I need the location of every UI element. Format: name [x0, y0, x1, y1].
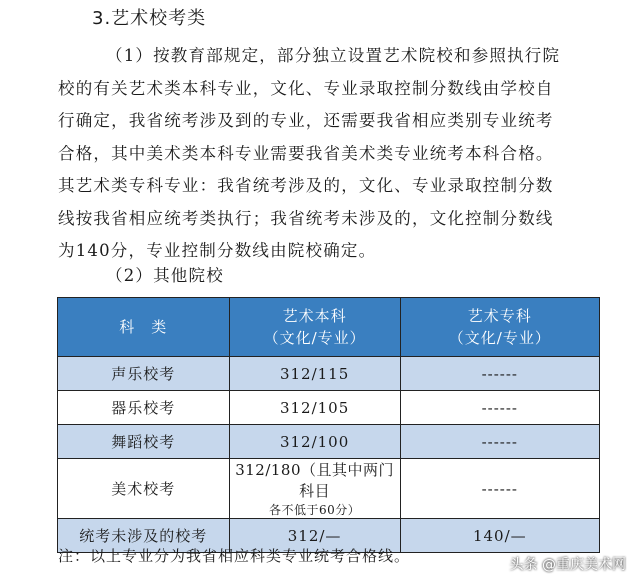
row-bachelor: 312/100 — [229, 425, 400, 459]
row-bachelor: 312/105 — [229, 391, 400, 425]
header-bachelor-sub: （文化/专业） — [263, 329, 366, 347]
row-associate: ------ — [400, 391, 599, 425]
row-bachelor: 312/— — [229, 519, 400, 553]
row-category: 声乐校考 — [58, 357, 230, 391]
para-line-3: 行确定，我省统考涉及到的专业，还需要我省相应类别专业统考 — [58, 111, 554, 130]
row-category: 器乐校考 — [58, 391, 230, 425]
toutiao-logo-icon — [486, 555, 504, 573]
row-category: 舞蹈校考 — [58, 425, 230, 459]
row-bachelor-line1: 312/180（且其中两门科目 — [235, 461, 395, 500]
row-category: 美术校考 — [58, 459, 230, 519]
para-line-1: （1）按教育部规定，部分独立设置艺术院校和参照执行院 — [106, 46, 561, 65]
row-bachelor-line2: 各不低于60分） — [268, 503, 361, 517]
para-line-6: 线按我省相应统考类执行；我省统考未涉及的，文化控制分数线 — [58, 208, 554, 228]
row-category: 统考未涉及的校考 — [58, 519, 230, 553]
header-associate-sub: （文化/专业） — [448, 329, 551, 347]
footnote: 注：以上专业分为我省相应科类专业统考合格线。 — [58, 547, 411, 565]
row-bachelor — [229, 459, 400, 519]
subsection-heading: （2）其他院校 — [106, 266, 224, 285]
para-line-4: 合格，其中美术类本科专业需要我省美术类专业统考本科合格。 — [58, 143, 554, 163]
policy-paragraph — [58, 40, 604, 268]
row-associate: ------ — [400, 357, 599, 391]
para-line-7: 为140分，专业控制分数线由院校确定。 — [58, 241, 377, 260]
score-table — [57, 297, 600, 553]
header-category: 科 类 — [58, 298, 230, 357]
para-line-5: 其艺术类专科专业：我省统考涉及的，文化、专业录取控制分数 — [58, 176, 554, 195]
header-bachelor-title: 艺术本科 — [282, 307, 347, 325]
section-heading: 3.艺术校考类 — [92, 8, 207, 29]
header-bachelor — [229, 298, 400, 357]
row-bachelor: 312/115 — [229, 357, 400, 391]
watermark — [486, 554, 626, 574]
row-associate: 140/— — [400, 519, 599, 553]
row-associate: ------ — [400, 459, 599, 519]
header-associate-title: 艺术专科 — [467, 307, 532, 325]
table-row — [58, 391, 600, 425]
header-associate — [400, 298, 599, 357]
row-associate: ------ — [400, 425, 599, 459]
table-row — [58, 459, 600, 519]
table-header-row — [58, 298, 600, 357]
table-row — [58, 357, 600, 391]
table-row — [58, 425, 600, 459]
watermark-text: 头条 @重庆美术网 — [509, 557, 626, 573]
para-line-2: 校的有关艺术类本科专业，文化、专业录取控制分数线由学校自 — [58, 78, 554, 98]
